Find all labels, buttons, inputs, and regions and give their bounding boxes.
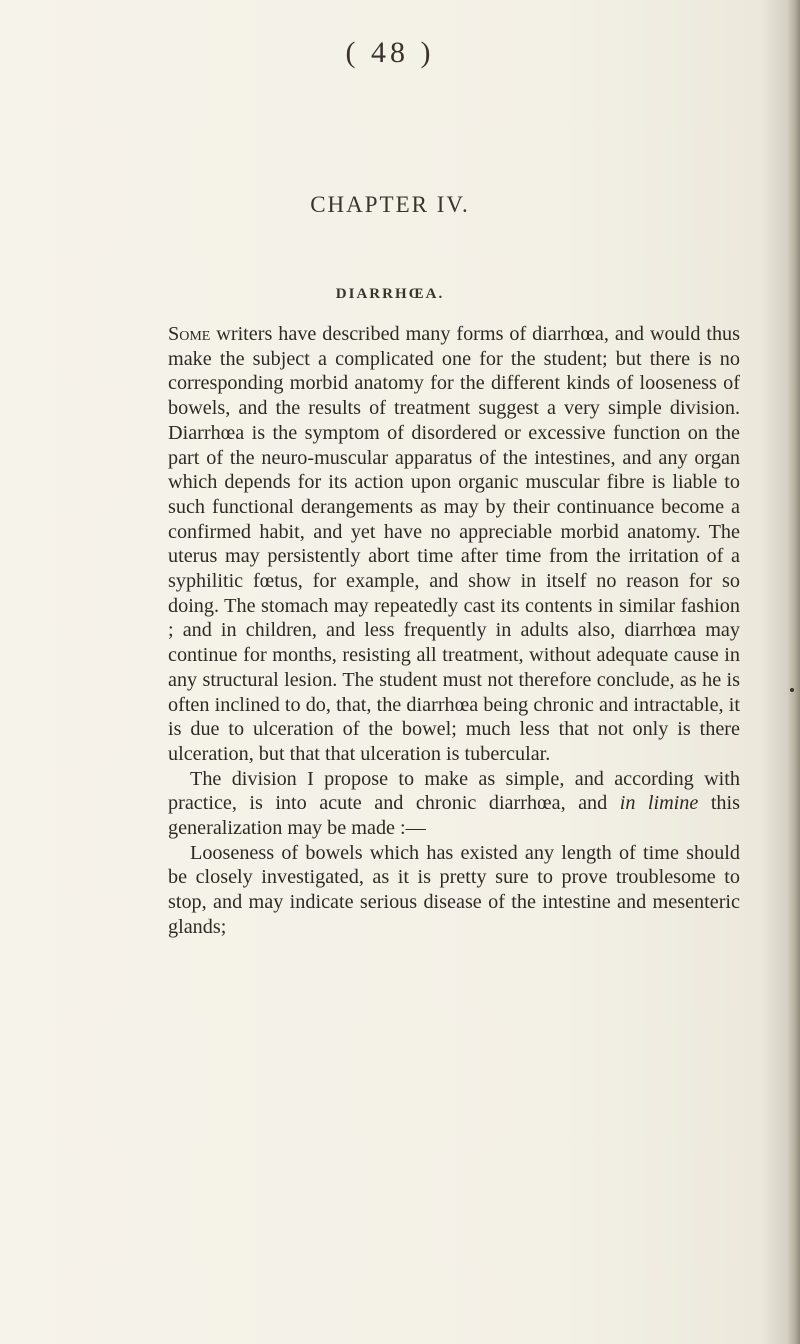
paragraph-2-italic: in limine bbox=[619, 792, 699, 815]
paragraph-1 bbox=[168, 322, 740, 767]
section-title: DIARRHŒA. bbox=[335, 286, 445, 302]
page-number: ( 48 ) bbox=[345, 36, 435, 69]
page-edge-shadow bbox=[786, 0, 800, 1344]
margin-dot bbox=[790, 688, 794, 692]
paragraph-3-text: Looseness of bowels which has existed any length of time should be closely investigated, as it is pretty sure to prove troublesome to stop, and may indicate serious disease of the intestine and mesenteric glands; bbox=[168, 841, 740, 938]
body-text bbox=[168, 322, 740, 940]
paragraph-2-text-after: this generalization may be made :— bbox=[168, 792, 740, 840]
chapter-title: CHAPTER IV. bbox=[310, 192, 470, 217]
paragraph-1-text: writers have described many forms of diarrhœa, and would thus make the subject a complicated one for the student; but there is no corresponding morbid anatomy for the different kinds of looseness of bowels, and the results of treatment suggest a very simple division. Diarrhœa is the symptom of disordered or excessive function on the part of the neuro-muscular apparatus of the intestines, and any organ which depends for its action upon organic muscular fibre is liable to such functional derangements as may by their continuance become a confirmed habit, and yet have no appreciable morbid anatomy. The uterus may persistently abort time after time from the irritation of a syphilitic fœtus, for example, and show in itself no reason for so doing. The stomach may repeatedly cast its contents in similar fashion ; and in children, and less frequently in adults also, diarrhœa may continue for months, resisting all treatment, without adequate cause in any structural lesion. The student must not therefore conclude, as he is often inclined to do, that, the diarrhœa being chronic and intractable, it is due to ulceration of the bowel; much less that not only is there ulceration, but that that ulceration is tubercular. bbox=[168, 323, 740, 765]
paragraph-lead-word: Some bbox=[168, 323, 211, 345]
paragraph-2 bbox=[168, 767, 740, 841]
paragraph-2-text-before: The division I propose to make as simple, and according with practice, is into acute and chronic diarrhœa, and bbox=[168, 767, 740, 815]
paragraph-3 bbox=[168, 841, 740, 940]
